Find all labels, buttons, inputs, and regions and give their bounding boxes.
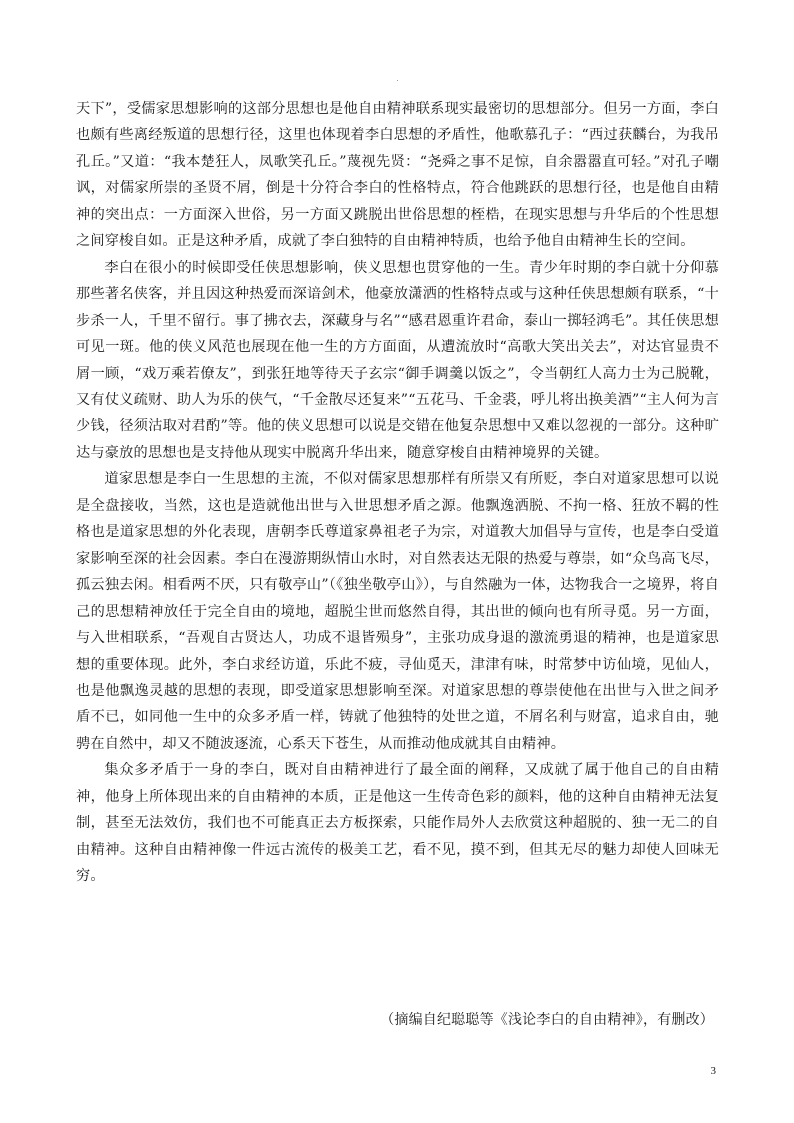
source-note: （摘编自纪聪聪等《浅论李白的自由精神》，有删改） (380, 1012, 714, 1028)
page-number: 3 (710, 1065, 716, 1077)
paragraph-confucian-contradiction: 天下”，受儒家思想影响的这部分思想也是他自由精神联系现实最密切的思想部分。但另一方面，李白也颇有些离经叛道的思想行径，这里也体现着李白思想的矛盾性，他歌慕孔子：“西过获麟台，为我吊孔丘。”又道：“我本楚狂人，凤歌笑孔丘。”蔑视先贤：“尧舜之事不足惊，自余嚣嚣直可轻。”对孔子嘲讽，对儒家所崇的圣贤不屑，倒是十分符合李白的性格特点，符合他跳跃的思想行径，也是他自由精神的突出点：一方面深入世俗，另一方面又跳脱出世俗思想的桎梏，在现实思想与升华后的个性思想之间穿梭自如。正是这种矛盾，成就了李白独特的自由精神特质，也给予他自由精神生长的空间。 (76, 101, 719, 250)
article-body (76, 96, 719, 890)
paragraph-conclusion: 集众多矛盾于一身的李白，既对自由精神进行了最全面的阐释，又成就了属于他自己的自由精神，他身上所体现出来的自由精神的本质，正是他这一生传奇色彩的颜料，他的这种自由精神无法复制，甚至无法效仿，我们也不可能真正去方板探索，只能作局外人去欣赏这种超脱的、独一无二的自由精神。这种自由精神像一件远古流传的极美工艺，看不见，摸不到，但其无尽的魅力却使人回味无穷。 (76, 762, 719, 885)
paragraph-taoism: 道家思想是李白一生思想的主流，不似对儒家思想那样有所崇又有所贬，李白对道家思想可以说是全盘接收，当然，这也是造就他出世与入世思想矛盾之源。他飘逸洒脱、不拘一格、狂放不羁的性格也是道家思想的外化表现，唐朝李氏尊道家鼻祖老子为宗，对道教大加倡导与宣传，也是李白受道家影响至深的社会因素。李白在漫游期纵情山水时，对自然表达无限的热爱与尊崇，如“众鸟高飞尽，孤云独去闲。相看两不厌，只有敬亭山”（《独坐敬亭山》），与自然融为一体，达物我合一之境界，将自己的思想精神放任于完全自由的境地，超脱尘世而悠然自得，其出世的倾向也有所寻觅。另一方面，与入世相联系，“吾观自古贤达人，功成不退皆殒身”，主张功成身退的激流勇退的精神，也是道家思想的重要体现。此外，李白求经访道，乐此不疲，寻仙觅天，津津有味，时常梦中访仙境，见仙人，也是他飘逸灵越的思想的表现，即受道家思想影响至深。对道家思想的尊崇使他在出世与入世之间矛盾不已，如同他一生中的众多矛盾一样，铸就了他独特的处世之道，不屑名利与财富，追求自由，驰骋在自然中，却又不随波逐流，心系天下苍生，从而推动他成就其自由精神。 (76, 471, 719, 752)
paragraph-chivalry: 李白在很小的时候即受任侠思想影响，侠义思想也贯穿他的一生。青少年时期的李白就十分仰慕那些著名侠客，并且因这种热爱而深谙剑术，他豪放潇洒的性格特点或与这种任侠思想颇有联系，“十步杀一人，千里不留行。事了拂衣去，深藏身与名”“感君恩重许君命，泰山一掷轻鸿毛”。其任侠思想可见一斑。他的侠义风范也展现在他一生的方方面面，从遭流放时“高歌大笑出关去”，对达官显贵不屑一顾，“戏万乘若僚友”，到张狂地等待天子玄宗“御手调羹以饭之”，令当朝红人高力士为己脱靴，又有仗义疏财、助人为乐的侠气，“千金散尽还复来”“五花马、千金裘，呼儿将出换美酒”“主人何为言少钱，径须沽取对君酌”等。他的侠义思想可以说是交错在他复杂思想中又难以忽视的一部分。这种旷达与豪放的思想也是支持他从现实中脱离升华出来，随意穿梭自由精神境界的关键。 (76, 259, 719, 461)
scan-mark (397, 80, 398, 81)
